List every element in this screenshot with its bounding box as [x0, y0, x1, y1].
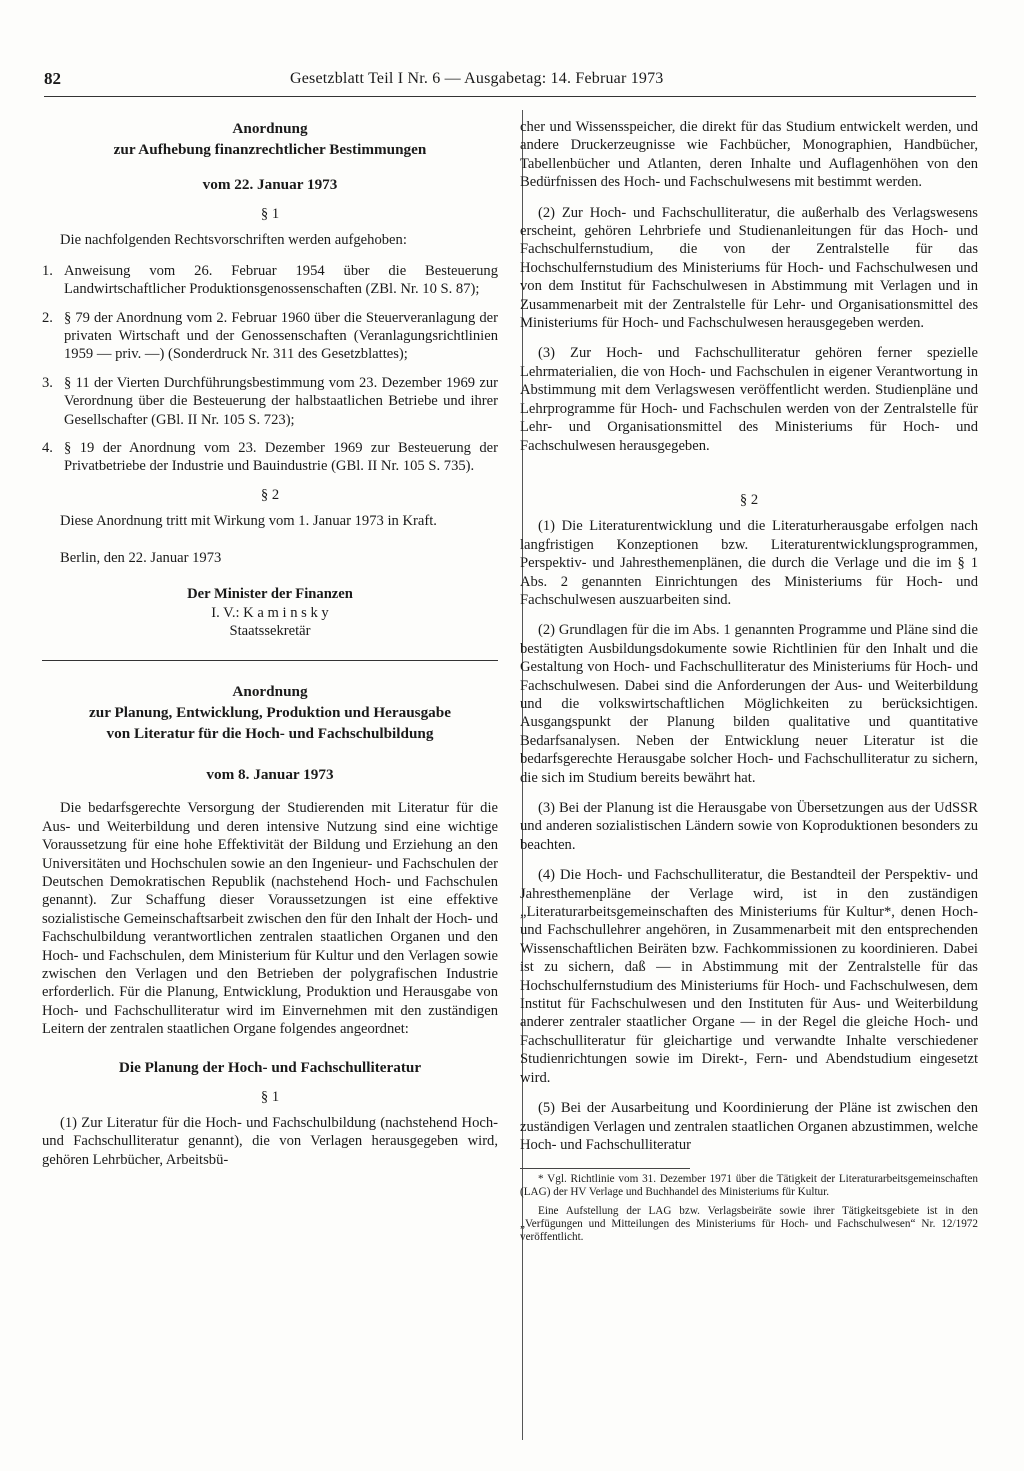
- doc1-place-date: Berlin, den 22. Januar 1973: [60, 549, 222, 566]
- doc2-s2-p5: (5) Bei der Ausarbeitung und Koordinierung der Pläne ist zwischen den zuständigen Verlagen und zentralen staatlichen Organen abzustimmen, welche Hoch- und Fachschulliteratur: [520, 1100, 978, 1153]
- doc2-s1-p1-cont: cher und Wissensspeicher, die direkt für das Studium entwickelt werden, und andere Druckerzeugnisse wie Fachbücher, Monographien, Handbücher, Tabellenbücher und Atlanten, deren Inhalte und Auflagenhöhen von den Bedürfnissen des Hoch- und Fachschulwesens mit bestimmt werden.: [520, 119, 978, 191]
- doc1-signer-title: Staatssekretär: [229, 622, 311, 639]
- footnote-rule: [520, 1168, 690, 1169]
- doc1-signer: I. V.: K a m i n s k y: [211, 604, 329, 621]
- header-title: Gesetzblatt Teil I Nr. 6 — Ausgabetag: 14. Februar 1973: [290, 70, 664, 87]
- doc1-date: vom 22. Januar 1973: [202, 176, 338, 193]
- doc1-section-2: § 2: [260, 486, 280, 503]
- doc2-s1-p1-start: (1) Zur Literatur für die Hoch- und Fachschulbildung (nachstehend Hoch- und Fachschulliteratur genannt), die von Verlagen herausgegeben wird, gehören Lehrbücher, Arbeitsbü-: [42, 1115, 498, 1168]
- doc2-subtitle-1: zur Planung, Entwicklung, Produktion und Herausgabe: [89, 704, 451, 722]
- doc2-subtitle-2: von Literatur für die Hoch- und Fachschulbildung: [106, 725, 434, 743]
- footnote-2: Eine Aufstellung der LAG bzw. Verlagsbeiräte sowie ihrer Tätigkeitsgebiete ist in den „Verfügungen und Mitteilungen des Ministeriums für Hoch- und Fachschulwesen“ Nr. 12/1972 veröffentlicht.: [520, 1205, 978, 1244]
- section-rule: [42, 660, 498, 661]
- doc2-date: vom 8. Januar 1973: [206, 766, 334, 784]
- doc1-minister: Der Minister der Finanzen: [187, 586, 353, 603]
- doc2-s2-p3: (3) Bei der Planung ist die Herausgabe von Übersetzungen aus der UdSSR und anderen sozialistischen Ländern sowie von Koproduktionen besonders zu beachten.: [520, 800, 978, 853]
- doc1-section-2-text: Diese Anordnung tritt mit Wirkung vom 1. Januar 1973 in Kraft.: [60, 513, 437, 530]
- right-column: [520, 118, 978, 1244]
- list-item: 2. § 79 der Anordnung vom 2. Februar 1960 über die Steuerveranlagung der privaten Wirtschaft und der Genossenschaften (Veranlagungsrichtlinien 1959 — priv. —) (Sonderdruck Nr. 311 des Gesetzblattes);: [42, 309, 498, 363]
- doc2-section-2: § 2: [739, 491, 759, 508]
- doc2-s1-p2: (2) Zur Hoch- und Fachschulliteratur, die außerhalb des Verlagswesens erscheint, gehören Lehrbriefe und Studienanleitungen für das Hoch- und Fachschulfernstudium, die von der Zentralstelle für das Hochschulfernstudium des Ministeriums für Hoch- und Fachschulwesen und von dem Institut für Fachschulwesen in Abstimmung mit Verlagen und in Zusammenarbeit mit der Zentralstelle für Lehr- und Organisationsmittel des Ministeriums für Hoch- und Fachschulwesen herausgegeben werden.: [520, 204, 978, 332]
- doc2-s1-p3: (3) Zur Hoch- und Fachschulliteratur gehören ferner spezielle Lehrmaterialien, die von Hoch- und Fachschulen in eigener Verantwortung in Abstimmung mit dem Verlagswesen veröffentlicht werden. Studienpläne und Lehrprogramme für Hoch- und Fachschulen werden von der Zentralstelle für Lehr- und Organisationsmittel des Ministeriums für Hoch- und Fachschulwesen herausgegeben.: [520, 345, 978, 454]
- doc2-section-title: Die Planung der Hoch- und Fachschulliteratur: [118, 1058, 422, 1076]
- doc2-s2-p4: (4) Die Hoch- und Fachschulliteratur, die Bestandteil der Perspektiv- und Jahresthemenpläne der Verlage wird, ist in den zuständigen „Literaturarbeitsgemeinschaften des Ministeriums für Kultur*, denen Hoch- und Fachschullehrer angehören, in Zusammenarbeit mit den entsprechenden Wissenschaftlichen Beiräten bzw. Fachkommissionen zu koordinieren. Dabei ist zu sichern, daß — in Abstimmung mit der Zentralstelle für das Hochschulfernstudium des Ministeriums für Hoch- und Fachschulwesen, dem Institut für Fachschulwesen und den Instituten für Aus- und Weiterbildung anderer zentraler staatlicher Organe — in der Regel die gleiche Hoch- und Fachschulliteratur für gleichartige und verwandte Inhalte verschiedener Studienrichtungen sowie im Direkt-, Fern- und Abendstudium eingesetzt wird.: [520, 867, 978, 1086]
- page-number: 82: [44, 69, 61, 88]
- footnote-1: * Vgl. Richtlinie vom 31. Dezember 1971 über die Tätigkeit der Literaturarbeitsgemeinschaften (LAG) der HV Verlage und Buchhandel des Ministeriums für Kultur.: [520, 1173, 978, 1199]
- doc2-section-1: § 1: [260, 1088, 280, 1105]
- doc2-title: Anordnung: [232, 683, 308, 701]
- doc2-s2-p2: (2) Grundlagen für die im Abs. 1 genannten Programme und Pläne sind die bestätigten Ausbildungsdokumente sowie Richtlinien für den Inhalt und die Gestaltung von Hoch- und Fachschulliteratur des Ministeriums für Hoch- und Fachschulwesen. Dabei sind die Anforderungen der Aus- und Weiterbildung und die volkswirtschaftlichen Möglichkeiten zu berücksichtigen. Ausgangspunkt der Planung bilden qualitative und quantitative Bedarfsanalysen. Neben der Entwicklung neuer Literatur ist die bedarfsgerechte Herausgabe solcher Hoch- und Fachschulliteratur zu sichern, die sich im Studium bereits bewährt hat.: [520, 622, 978, 786]
- list-item: 4. § 19 der Anordnung vom 23. Dezember 1969 zur Besteuerung der Privatbetriebe der Industrie und Bauindustrie (GBl. II Nr. 105 S. 735).: [42, 440, 498, 475]
- left-column: [42, 118, 498, 1169]
- doc2-preamble: Die bedarfsgerechte Versorgung der Studierenden mit Literatur für die Aus- und Weiterbildung und deren intensive Nutzung sind eine wichtige Voraussetzung für eine hohe Effektivität der Bildung und Erziehung an den Universitäten und Hochschulen sowie an den Ingenieur- und Fachschulen der Deutschen Demokratischen Republik (nachstehend Hoch- und Fachschulen genannt). Zur Schaffung dieser Voraussetzungen ist eine effektive sozialistische Gemeinschaftsarbeit zwischen den für den Inhalt der Hoch- und Fachschulbildung verantwortlichen zentralen staatlichen Organen und den Hoch- und Fachschulen, dem Ministerium für Kultur und den Verlagen sowie zwischen den Verlagen und den Betrieben der polygrafischen Industrie erforderlich. Für die Planung, Entwicklung, Produktion und Herausgabe von Hoch- und Fachschulliteratur wird im Einvernehmen mit den zuständigen Leitern der zentralen staatlichen Organe folgendes angeordnet:: [42, 800, 498, 1038]
- page-header: [44, 68, 976, 97]
- doc1-intro: Die nachfolgenden Rechtsvorschriften werden aufgehoben:: [60, 232, 407, 249]
- list-item: 3. § 11 der Vierten Durchführungsbestimmung vom 23. Dezember 1969 zur Verordnung über die Besteuerung der halbstaatlichen Betriebe und ihrer Gesellschafter (GBl. II Nr. 105 S. 723);: [42, 374, 498, 428]
- list-item: 1. Anweisung vom 26. Februar 1954 über die Besteuerung Landwirtschaftlicher Produktionsgenossenschaften (ZBl. Nr. 10 S. 87);: [42, 262, 498, 298]
- doc2-s2-p1: (1) Die Literaturentwicklung und die Literaturherausgabe erfolgen nach langfristigen Konzeptionen bzw. Literaturentwicklungsprogrammen, Perspektiv- und Jahresthemenplänen, die durch die Verlage und die im § 1 Abs. 2 genannten Einrichtungen des Ministeriums für Hoch- und Fachschulwesen auszuarbeiten sind.: [520, 518, 978, 608]
- doc1-title: Anordnung: [232, 120, 308, 137]
- doc1-subtitle: zur Aufhebung finanzrechtlicher Bestimmungen: [113, 141, 427, 158]
- doc1-section-1: § 1: [260, 206, 280, 222]
